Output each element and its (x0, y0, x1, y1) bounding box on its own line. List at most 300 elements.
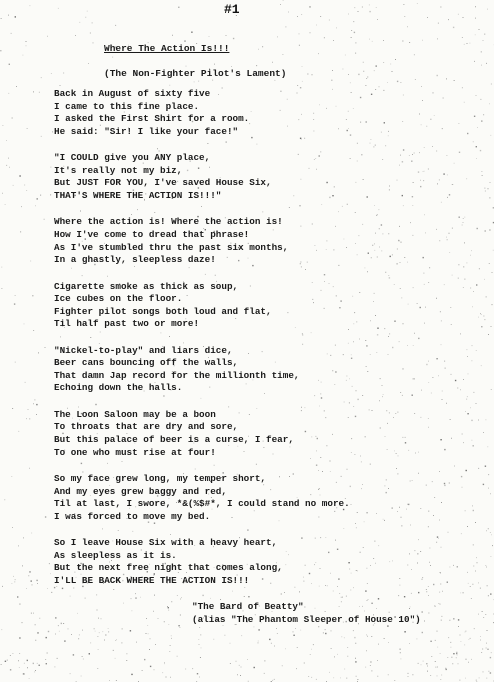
poem-line: "I COULD give you ANY place, (54, 152, 211, 164)
speckle-dot (376, 7, 377, 8)
speckle-dot (269, 639, 270, 640)
speckle-dot (428, 595, 429, 596)
speckle-dot (201, 648, 202, 649)
speckle-dot (105, 634, 106, 635)
speckle-dot (11, 476, 12, 477)
speckle-dot (447, 657, 448, 658)
speckle-dot (488, 188, 489, 189)
speckle-dot (147, 625, 148, 626)
speckle-dot (116, 639, 117, 640)
speckle-dot (471, 598, 472, 599)
speckle-dot (155, 644, 156, 645)
speckle-dot (280, 4, 281, 5)
speckle-dot (33, 403, 34, 404)
speckle-dot (7, 660, 8, 661)
speckle-dot (22, 622, 23, 623)
poem-title: Where The Action Is!!! (104, 43, 230, 54)
speckle-dot (171, 601, 172, 602)
speckle-dot (485, 191, 486, 192)
speckle-dot (440, 653, 441, 654)
poem-line: It's really not my biz, (54, 164, 183, 176)
speckle-dot (491, 556, 492, 557)
speckle-dot (437, 39, 438, 40)
speckle-dot (39, 92, 40, 93)
speckle-dot (366, 85, 367, 86)
speckle-dot (485, 614, 486, 615)
speckle-dot (486, 643, 487, 644)
speckle-dot (426, 591, 427, 592)
speckle-dot (90, 33, 91, 34)
speckle-dot (479, 678, 480, 679)
speckle-dot (180, 627, 181, 628)
speckle-dot (130, 630, 131, 631)
speckle-dot (437, 647, 438, 648)
speckle-dot (450, 620, 451, 621)
speckle-dot (329, 672, 330, 673)
speckle-dot (24, 324, 25, 325)
speckle-dot (356, 43, 357, 44)
speckle-dot (154, 595, 155, 596)
speckle-dot (28, 575, 29, 576)
speckle-dot (2, 193, 3, 194)
speckle-dot (421, 664, 422, 665)
speckle-dot (457, 652, 458, 653)
speckle-dot (23, 673, 24, 674)
speckle-dot (470, 43, 471, 44)
speckle-dot (29, 468, 30, 469)
speckle-dot (83, 659, 84, 660)
stanza-6 (54, 409, 484, 459)
speckle-dot (48, 631, 49, 632)
speckle-dot (148, 633, 149, 634)
speckle-dot (408, 673, 409, 674)
speckle-dot (309, 6, 310, 7)
speckle-dot (378, 644, 379, 645)
speckle-dot (87, 11, 88, 12)
speckle-dot (404, 596, 405, 597)
speckle-dot (442, 616, 443, 617)
speckle-dot (29, 678, 30, 679)
speckle-dot (304, 663, 305, 664)
poem-line: I'LL BE BACK WHERE THE ACTION IS!!! (54, 574, 250, 586)
speckle-dot (331, 648, 332, 649)
speckle-dot (17, 596, 18, 597)
speckle-dot (485, 565, 486, 566)
speckle-dot (414, 54, 415, 55)
speckle-dot (408, 676, 409, 677)
speckle-dot (63, 623, 64, 624)
speckle-dot (37, 198, 38, 199)
speckle-dot (462, 37, 463, 38)
speckle-dot (79, 635, 80, 636)
speckle-dot (11, 33, 12, 34)
speckle-dot (9, 64, 10, 65)
speckle-dot (383, 62, 384, 63)
speckle-dot (486, 648, 487, 649)
speckle-dot (180, 615, 181, 616)
speckle-dot (480, 588, 481, 589)
speckle-dot (308, 676, 309, 677)
speckle-dot (97, 668, 98, 669)
speckle-dot (264, 673, 265, 674)
speckle-dot (430, 641, 431, 642)
speckle-dot (45, 516, 46, 517)
speckle-dot (324, 37, 325, 38)
speckle-dot (104, 640, 105, 641)
speckle-dot (90, 643, 91, 644)
speckle-dot (372, 671, 373, 672)
speckle-dot (75, 35, 76, 36)
poem-line: Beer cans bouncing off the walls, (54, 357, 239, 369)
speckle-dot (37, 583, 38, 584)
speckle-dot (24, 185, 25, 186)
speckle-dot (288, 12, 289, 13)
speckle-dot (342, 597, 343, 598)
speckle-dot (404, 4, 405, 5)
speckle-dot (369, 5, 370, 6)
speckle-dot (343, 69, 344, 70)
speckle-dot (170, 645, 171, 646)
speckle-dot (265, 661, 266, 662)
speckle-dot (346, 596, 347, 597)
poem-line: Til at last, I swore, *&(%$#*, I could stand no more. (54, 498, 350, 510)
speckle-dot (6, 140, 7, 141)
speckle-dot (32, 295, 33, 296)
speckle-dot (82, 630, 83, 631)
speckle-dot (210, 598, 211, 599)
speckle-dot (180, 599, 181, 600)
speckle-dot (400, 652, 401, 653)
speckle-dot (316, 679, 317, 680)
poem-line: Back in August of sixty five (54, 88, 211, 99)
speckle-dot (341, 597, 342, 598)
speckle-dot (258, 49, 259, 50)
speckle-dot (132, 610, 133, 611)
speckle-dot (492, 272, 493, 273)
speckle-dot (33, 613, 34, 614)
speckle-dot (237, 674, 238, 675)
stanza-4 (54, 281, 484, 331)
speckle-dot (371, 636, 372, 637)
speckle-dot (417, 639, 418, 640)
speckle-dot (431, 656, 432, 657)
speckle-dot (95, 631, 96, 632)
speckle-dot (329, 20, 330, 21)
speckle-dot (231, 66, 232, 67)
speckle-dot (485, 188, 486, 189)
speckle-dot (98, 649, 99, 650)
speckle-dot (436, 667, 437, 668)
speckle-dot (430, 675, 431, 676)
speckle-dot (435, 661, 436, 662)
speckle-dot (33, 330, 34, 331)
speckle-dot (377, 660, 378, 661)
speckle-dot (367, 77, 368, 78)
speckle-dot (448, 19, 449, 20)
speckle-dot (302, 81, 303, 82)
speckle-dot (377, 19, 378, 20)
speckle-dot (241, 667, 242, 668)
speckle-dot (272, 680, 273, 681)
speckle-dot (347, 647, 348, 648)
speckle-dot (181, 597, 182, 598)
speckle-dot (283, 0, 284, 1)
speckle-dot (18, 660, 19, 661)
speckle-dot (282, 665, 283, 666)
speckle-dot (70, 673, 71, 674)
speckle-dot (258, 629, 259, 630)
poem-body (54, 88, 484, 588)
speckle-dot (437, 676, 438, 677)
speckle-dot (200, 635, 201, 636)
speckle-dot (26, 41, 27, 42)
speckle-dot (262, 46, 263, 47)
poem-line: And my eyes grew baggy and red, (54, 485, 227, 497)
speckle-dot (8, 93, 9, 94)
speckle-dot (348, 14, 349, 15)
speckle-dot (299, 45, 300, 46)
speckle-dot (407, 26, 408, 27)
speckle-dot (254, 627, 255, 628)
speckle-dot (29, 419, 30, 420)
speckle-dot (47, 36, 48, 37)
speckle-dot (258, 643, 259, 644)
speckle-dot (487, 446, 488, 447)
speckle-dot (178, 625, 179, 626)
speckle-dot (18, 546, 19, 547)
speckle-dot (401, 659, 402, 660)
speckle-dot (388, 642, 389, 643)
speckle-dot (18, 431, 19, 432)
speckle-dot (232, 591, 233, 592)
speckle-dot (355, 643, 356, 644)
speckle-dot (177, 595, 178, 596)
speckle-dot (16, 86, 17, 87)
speckle-dot (13, 185, 14, 186)
speckle-dot (89, 653, 90, 654)
speckle-dot (26, 45, 27, 46)
speckle-dot (491, 84, 492, 85)
speckle-dot (12, 408, 13, 409)
speckle-dot (487, 9, 488, 10)
speckle-dot (21, 206, 22, 207)
speckle-dot (474, 628, 475, 629)
poem-line: So I leave House Six with a heavy heart, (54, 537, 278, 549)
speckle-dot (369, 11, 370, 12)
speckle-dot (293, 635, 294, 636)
poem-line: Ice cubes on the floor. (54, 293, 183, 305)
speckle-dot (35, 205, 36, 206)
speckle-dot (384, 638, 385, 639)
speckle-dot (427, 671, 428, 672)
speckle-dot (489, 103, 490, 104)
speckle-dot (418, 592, 419, 593)
speckle-dot (358, 74, 359, 75)
speckle-dot (411, 593, 412, 594)
speckle-dot (52, 132, 53, 133)
speckle-dot (281, 593, 282, 594)
speckle-dot (1, 267, 2, 268)
poem-subtitle: (The Non-Fighter Pilot's Lament) (104, 68, 287, 79)
speckle-dot (310, 654, 311, 655)
poem-line: But JUST FOR YOU, I've saved House Six, (54, 177, 272, 189)
speckle-dot (277, 37, 278, 38)
speckle-dot (19, 603, 20, 604)
speckle-dot (154, 669, 155, 670)
speckle-dot (301, 14, 302, 15)
stanza-8 (54, 537, 484, 587)
speckle-dot (46, 663, 47, 664)
speckle-dot (462, 592, 463, 593)
speckle-dot (92, 23, 93, 24)
speckle-dot (344, 669, 345, 670)
poem-line: But this palace of beer is a curse, I fear, (54, 434, 294, 446)
speckle-dot (115, 640, 116, 641)
speckle-dot (19, 667, 20, 668)
stanza-1 (54, 88, 484, 138)
speckle-dot (401, 82, 402, 83)
stanza-5 (54, 345, 484, 395)
speckle-dot (422, 632, 423, 633)
speckle-dot (35, 670, 36, 671)
speckle-dot (39, 618, 40, 619)
speckle-dot (19, 637, 20, 638)
speckle-dot (122, 643, 123, 644)
speckle-dot (421, 86, 422, 87)
speckle-dot (353, 21, 354, 22)
speckle-dot (135, 597, 136, 598)
speckle-dot (164, 662, 165, 663)
poem-line: Cigarette smoke as thick as soup, (54, 280, 239, 292)
speckle-dot (468, 662, 469, 663)
speckle-dot (325, 629, 326, 630)
speckle-dot (254, 667, 255, 668)
speckle-dot (299, 34, 300, 35)
speckle-dot (332, 70, 333, 71)
speckle-dot (23, 55, 24, 56)
speckle-dot (198, 81, 199, 82)
speckle-dot (60, 85, 61, 86)
speckle-dot (493, 250, 494, 251)
speckle-dot (23, 538, 24, 539)
speckle-dot (5, 661, 6, 662)
speckle-dot (77, 613, 78, 614)
speckle-dot (441, 675, 442, 676)
speckle-dot (388, 674, 389, 675)
speckle-dot (490, 672, 491, 673)
speckle-dot (96, 595, 97, 596)
speckle-dot (387, 82, 388, 83)
speckle-dot (475, 18, 476, 19)
speckle-dot (79, 22, 80, 23)
speckle-dot (295, 628, 296, 629)
speckle-dot (271, 643, 272, 644)
speckle-dot (439, 592, 440, 593)
speckle-dot (22, 566, 23, 567)
speckle-dot (27, 660, 28, 661)
speckle-dot (168, 624, 169, 625)
speckle-dot (164, 663, 165, 664)
speckle-dot (346, 678, 347, 679)
speckle-dot (171, 638, 172, 639)
poem-line: As I've stumbled thru the past six months, (54, 241, 289, 253)
speckle-dot (226, 35, 227, 36)
poem-line: THAT'S WHERE THE ACTION IS!!!" (54, 189, 222, 201)
speckle-dot (258, 641, 259, 642)
speckle-dot (308, 74, 309, 75)
speckle-dot (37, 632, 38, 633)
speckle-dot (230, 663, 231, 664)
speckle-dot (353, 630, 354, 631)
speckle-dot (191, 32, 192, 33)
speckle-dot (350, 590, 351, 591)
speckle-dot (316, 25, 317, 26)
speckle-dot (351, 37, 352, 38)
speckle-dot (320, 16, 321, 17)
speckle-dot (486, 63, 487, 64)
speckle-dot (297, 85, 298, 86)
poem-line: As sleepless as it is. (54, 549, 177, 561)
speckle-dot (490, 135, 491, 136)
speckle-dot (300, 630, 301, 631)
speckle-dot (318, 53, 319, 54)
speckle-dot (296, 668, 297, 669)
speckle-dot (488, 528, 489, 529)
speckle-dot (486, 297, 487, 298)
speckle-dot (427, 666, 428, 667)
speckle-dot (336, 28, 337, 29)
speckle-dot (424, 621, 425, 622)
speckle-dot (394, 680, 395, 681)
speckle-dot (150, 638, 151, 639)
speckle-dot (197, 673, 198, 674)
speckle-dot (85, 17, 86, 18)
speckle-dot (369, 39, 370, 40)
speckle-dot (458, 663, 459, 664)
speckle-dot (485, 319, 486, 320)
speckle-dot (202, 595, 203, 596)
speckle-dot (239, 665, 240, 666)
speckle-dot (340, 678, 341, 679)
speckle-dot (4, 499, 5, 500)
speckle-dot (131, 674, 132, 675)
speckle-dot (299, 592, 300, 593)
speckle-dot (354, 32, 355, 33)
speckle-dot (10, 669, 11, 670)
speckle-dot (413, 674, 414, 675)
speckle-dot (58, 625, 59, 626)
speckle-dot (177, 656, 178, 657)
speckle-dot (70, 596, 71, 597)
speckle-dot (415, 79, 416, 80)
speckle-dot (200, 657, 201, 658)
speckle-dot (113, 650, 114, 651)
speckle-dot (457, 655, 458, 656)
speckle-dot (491, 326, 492, 327)
speckle-dot (63, 73, 64, 74)
speckle-dot (12, 118, 13, 119)
speckle-dot (395, 59, 396, 60)
speckle-dot (409, 643, 410, 644)
speckle-dot (12, 527, 13, 528)
speckle-dot (366, 78, 367, 79)
speckle-dot (446, 669, 447, 670)
speckle-dot (13, 653, 14, 654)
speckle-dot (0, 50, 1, 51)
speckle-dot (490, 593, 491, 594)
speckle-dot (467, 43, 468, 44)
speckle-dot (140, 597, 141, 598)
